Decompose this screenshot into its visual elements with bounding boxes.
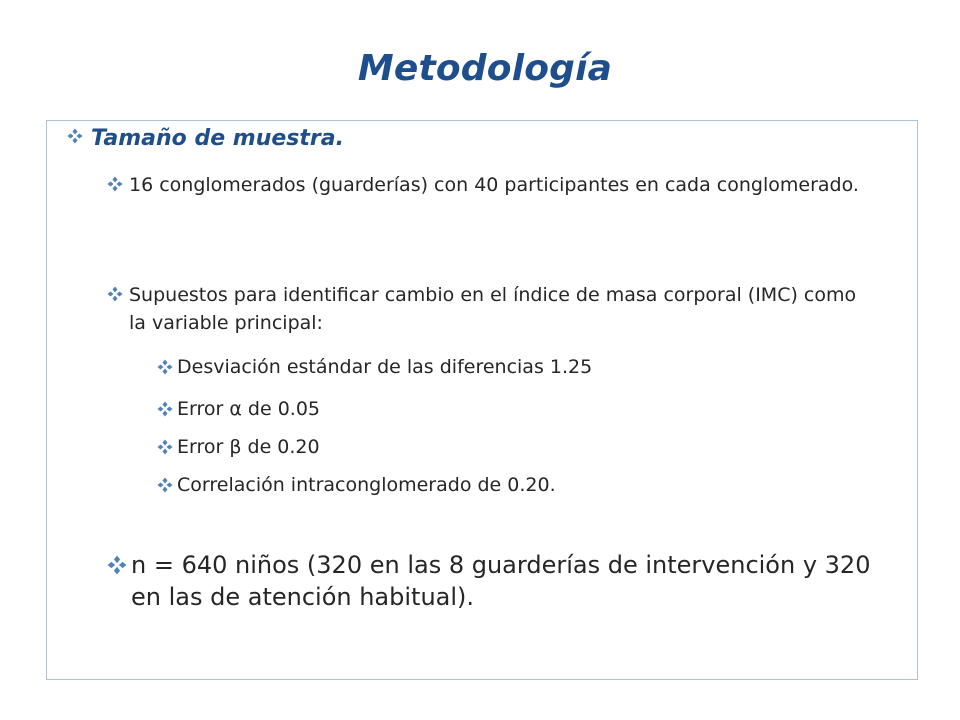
list-item-text: 16 conglomerados (guarderías) con 40 participantes en cada conglomerado. bbox=[129, 174, 859, 196]
section-heading bbox=[67, 124, 344, 154]
four-diamond-bullet-icon bbox=[107, 286, 123, 302]
sub-item-text: Error α de 0.05 bbox=[177, 398, 321, 420]
list-item-text: Supuestos para identificar cambio en el índice de masa corporal (IMC) como la variable principal: bbox=[129, 284, 857, 334]
sub-item-text: Error β de 0.20 bbox=[177, 436, 320, 458]
four-diamond-bullet-icon bbox=[157, 359, 173, 375]
conclusion-text: n = 640 niños (320 en las 8 guarderías de intervención y 320 en las de atención habitual). bbox=[131, 551, 871, 611]
list-item-assumptions bbox=[107, 281, 869, 337]
sub-item-std-dev bbox=[157, 353, 592, 381]
sub-item-beta bbox=[157, 433, 320, 461]
conclusion-item bbox=[107, 549, 891, 613]
page-title: Metodología bbox=[357, 48, 613, 89]
sub-item-icc bbox=[157, 471, 556, 499]
four-diamond-bullet-icon bbox=[157, 477, 173, 493]
four-diamond-bullet-icon bbox=[107, 176, 123, 192]
section-heading-text: Tamaño de muestra. bbox=[91, 126, 344, 151]
content-box bbox=[46, 120, 918, 680]
four-diamond-bullet-icon bbox=[157, 401, 173, 417]
sub-item-text: Desviación estándar de las diferencias 1.25 bbox=[177, 356, 593, 378]
four-diamond-bullet-icon bbox=[157, 439, 173, 455]
sub-item-alpha bbox=[157, 395, 320, 423]
four-diamond-bullet-icon bbox=[107, 555, 127, 575]
sub-item-text: Correlación intraconglomerado de 0.20. bbox=[177, 474, 556, 496]
list-item-clusters bbox=[107, 171, 869, 199]
four-diamond-bullet-icon bbox=[67, 128, 83, 144]
